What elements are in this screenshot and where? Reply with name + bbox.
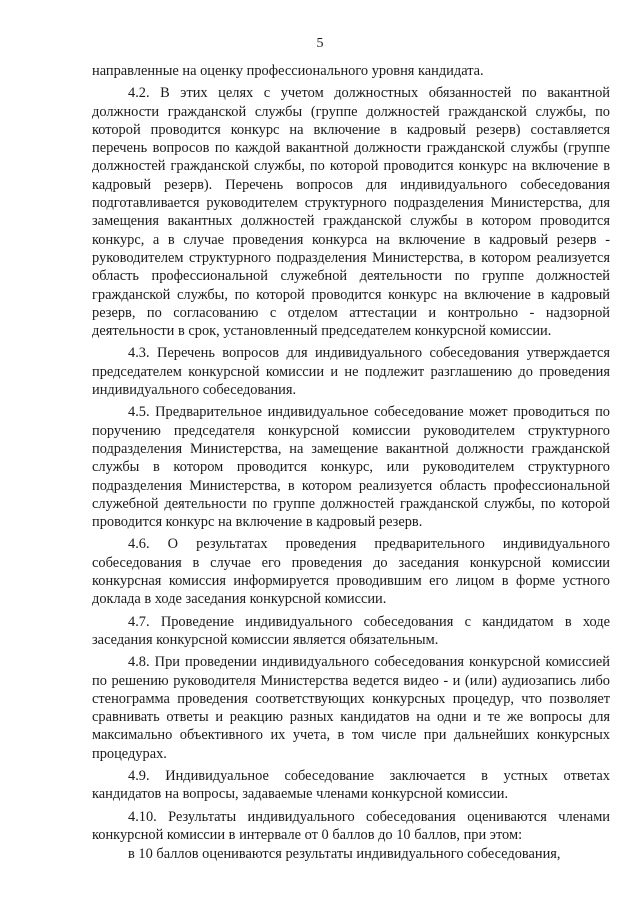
paragraph-4-5: 4.5. Предварительное индивидуальное собеседование может проводиться по поручению председателя конкурсной комиссии руководителем структурного подразделения Министерства, на замещение вакантной должности гражданской службы в котором проводится конкурс, или руководителем структурного подразделения Министерства, в котором реализуется область профессиональной служебной деятельности по группе должностей гражданской службы, по которой проводится конкурс на включение в кадровый резерв. xyxy=(92,404,610,531)
paragraph-10-points: в 10 баллов оцениваются результаты индивидуального собеседования, xyxy=(128,846,561,863)
paragraph-4-9: 4.9. Индивидуальное собеседование заключается в устных ответах кандидатов на вопросы, задаваемые членами конкурсной комиссии. xyxy=(92,767,610,803)
paragraph-4-7: 4.7. Проведение индивидуального собеседования с кандидатом в ходе заседания конкурсной комиссии является обязательным. xyxy=(92,613,610,648)
paragraph-4-2: 4.2. В этих целях с учетом должностных обязанностей по вакантной должности гражданской службы (группе должностей гражданской службы, по которой проводится конкурс на включение в кадровый резерв) составляется перечень вопросов по каждой вакантной должности гражданской службы (группе должностей гражданской службы, по которой проводится конкурс на включение в кадровый резерв). Перечень вопросов для индивидуального собеседования подготавливается руководителем структурного подразделения Министерства, для замещения вакантных должностей гражданской службы в котором проводится конкурс, а в случае проведения конкурса на включение в кадровый резерв - руководителем структурного подразделения Министерства, в котором реализуется область профессиональной служебной деятельности по группе должностей гражданской службы, по которой проводится конкурс на включение в кадровый резерв, по согласованию с отделом аттестации и контрольно - надзорной деятельности в срок, установленный председателем конкурсной комиссии. xyxy=(92,85,610,340)
document-body xyxy=(92,62,610,867)
paragraph-continuation: направленные на оценку профессионального уровня кандидата. xyxy=(92,63,484,79)
page-number: 5 xyxy=(316,36,324,51)
paragraph-4-6: 4.6. О результатах проведения предварительного индивидуального собеседования в случае его проведения до заседания конкурсной комиссии конкурсная комиссия информируется проводившим его лицом в форме устного доклада в ходе заседания конкурсной комиссии. xyxy=(92,536,610,608)
paragraph-4-3: 4.3. Перечень вопросов для индивидуального собеседования утверждается председателем конкурсной комиссии и не подлежит разглашению до проведения индивидуального собеседования. xyxy=(92,345,610,399)
paragraph-4-8: 4.8. При проведении индивидуального собеседования конкурсной комиссией по решению руководителя Министерства ведется видео - и (или) аудиозапись либо стенограмма проведения соответствующих конкурсных процедур, что позволяет сравнивать ответы и реакцию разных кандидатов на одни и те же вопросы для максимально объективного их учета, в том числе при дальнейших конкурсных процедурах. xyxy=(92,654,610,762)
paragraph-4-10: 4.10. Результаты индивидуального собеседования оцениваются членами конкурсной комиссии в интервале от 0 баллов до 10 баллов, при этом: xyxy=(92,808,610,843)
